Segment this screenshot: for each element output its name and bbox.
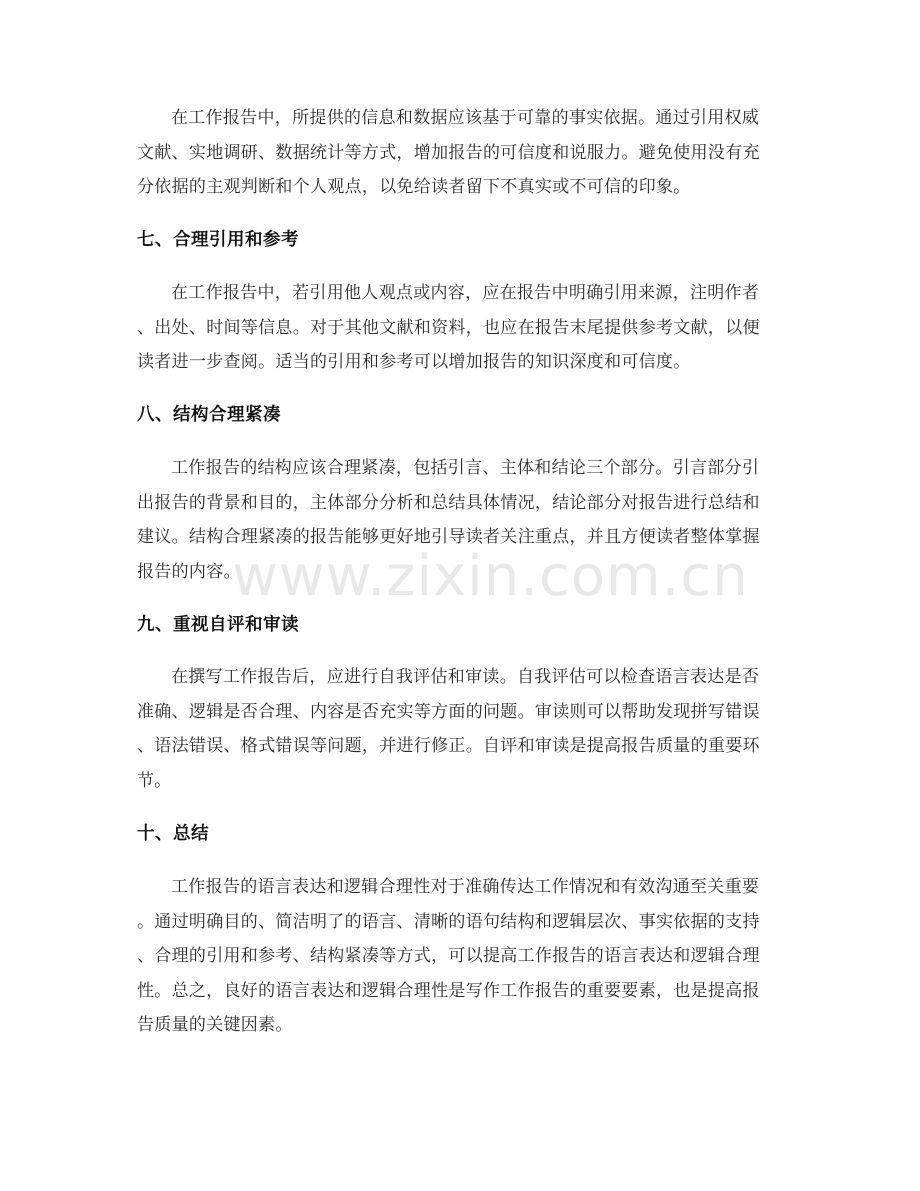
section-heading-review: 九、重视自评和审读	[137, 615, 299, 635]
section-heading-summary: 十、总结	[137, 824, 209, 844]
paragraph-line: 报告的内容。	[137, 561, 241, 582]
paragraph-line: 分依据的主观判断和个人观点，以免给读者留下不真实或不可信的印象。	[137, 177, 691, 197]
paragraph-line: 文献、实地调研、数据统计等方式，增加报告的可信度和说服力。避免使用没有充	[137, 142, 760, 163]
paragraph-line: 、语法错误、格式错误等问题，并进行修正。自评和审读是提高报告质量的重要环	[137, 736, 760, 756]
section-heading-citation: 七、合理引用和参考	[137, 230, 299, 250]
paragraph-line: 建议。结构合理紧凑的报告能够更好地引导读者关注重点，并且方便读者整体掌握	[137, 527, 760, 547]
paragraph-line: 节。	[137, 770, 172, 791]
paragraph-line: 。通过明确目的、简洁明了的语言、清晰的语句结构和逻辑层次、事实依据的支持	[137, 911, 760, 932]
paragraph-line: 准确、逻辑是否合理、内容是否充实等方面的问题。审读则可以帮助发现拼写错误	[137, 701, 760, 722]
paragraph-citation	[137, 276, 787, 380]
paragraph-review	[137, 660, 787, 798]
paragraph-line: 读者进一步查阅。适当的引用和参考可以增加报告的知识深度和可信度。	[137, 352, 691, 372]
paragraph-facts	[137, 101, 787, 205]
paragraph-line: 在撰写工作报告后，应进行自我评估和审读。自我评估可以检查语言表达是否	[171, 667, 760, 687]
paragraph-line: 告质量的关键因素。	[137, 1015, 293, 1035]
paragraph-structure	[137, 451, 787, 589]
watermark: www.zixin.com.cn	[232, 544, 749, 609]
paragraph-line: 工作报告的结构应该合理紧凑，包括引言、主体和结论三个部分。引言部分引	[171, 458, 760, 478]
paragraph-line: 、合理的引用和参考、结构紧凑等方式，可以提高工作报告的语言表达和逻辑合理	[137, 946, 760, 966]
section-heading-structure: 八、结构合理紧凑	[137, 405, 281, 425]
paragraph-line: 出报告的背景和目的，主体部分分析和总结具体情况，结论部分对报告进行总结和	[137, 492, 760, 513]
paragraph-line: 、出处、时间等信息。对于其他文献和资料，也应在报告末尾提供参考文献，以便	[137, 317, 760, 338]
paragraph-line: 性。总之，良好的语言表达和逻辑合理性是写作工作报告的重要要素，也是提高报	[137, 980, 760, 1001]
paragraph-line: 在工作报告中，所提供的信息和数据应该基于可靠的事实依据。通过引用权威	[171, 108, 760, 128]
paragraph-line: 在工作报告中，若引用他人观点或内容，应在报告中明确引用来源，注明作者	[171, 283, 760, 303]
paragraph-summary	[137, 870, 787, 1043]
paragraph-line: 工作报告的语言表达和逻辑合理性对于准确传达工作情况和有效沟通至关重要	[171, 877, 760, 897]
